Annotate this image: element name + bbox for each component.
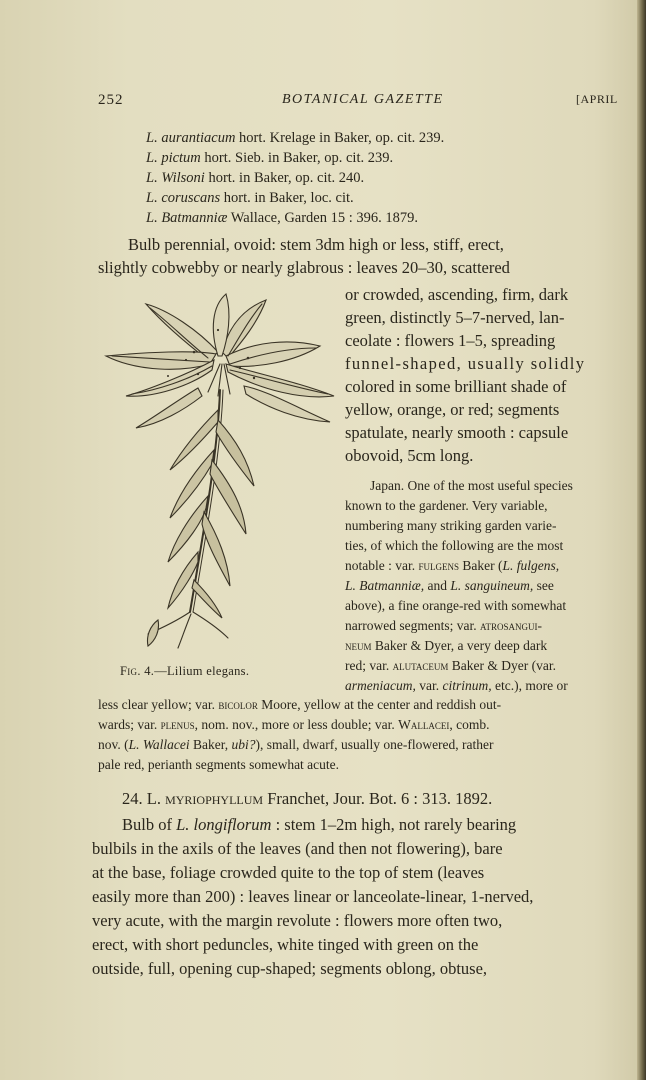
description-line: slightly cobwebby or nearly glabrous : leaves 20–30, scattered — [98, 258, 510, 277]
note-line: wards; var. plenus, nom. nov., more or less double; var. Wallacei, comb. — [98, 717, 490, 732]
note-line: nov. (L. Wallacei Baker, ubi?), small, dwarf, usually one-flowered, rather — [98, 737, 494, 752]
note-line: known to the gardener. Very variable, — [345, 498, 548, 513]
reference-line: L. coruscans hort. in Baker, loc. cit. — [146, 190, 354, 206]
reference-line: L. Batmanniæ Wallace, Garden 15 : 396. 1879. — [146, 210, 419, 226]
note-line: pale red, perianth segments somewhat acute. — [98, 757, 340, 772]
running-title: BOTANICAL GAZETTE — [282, 92, 444, 107]
note-line: armeniacum, var. citrinum, etc.), more or — [345, 678, 568, 693]
note-line: narrowed segments; var. atrosangui- — [345, 618, 542, 633]
note-line: less clear yellow; var. bicolor Moore, yellow at the center and reddish out- — [98, 697, 502, 712]
page-edge-shadow — [637, 0, 646, 1080]
species-name: L. Batmanniæ — [146, 210, 228, 226]
page-number: 252 — [98, 92, 124, 108]
note-line: notable : var. fulgens Baker (L. fulgens, — [345, 558, 560, 573]
description-line: green, distinctly 5–7-nerved, lan- — [345, 308, 565, 327]
running-month: [APRIL — [576, 92, 618, 106]
reference-line: L. pictum hort. Sieb. in Baker, op. cit. 239. — [146, 150, 394, 166]
figure-caption: Fig. 4.—Lilium elegans. — [120, 664, 250, 678]
note-line: ties, of which the following are the most — [345, 538, 564, 553]
description-line: funnel-shaped, usually solidly — [345, 354, 586, 373]
species-name: L. Wilsoni — [146, 170, 205, 186]
note-line: neum Baker & Dyer, a very deep dark — [345, 638, 548, 653]
species-description-line: erect, with short peduncles, white tinged with green on the — [92, 935, 479, 954]
species-name: L. pictum — [146, 150, 201, 166]
note-line: above), a fine orange-red with somewhat — [345, 598, 567, 613]
species-description-line: outside, full, opening cup-shaped; segments oblong, obtuse, — [92, 959, 488, 978]
description-line: colored in some brilliant shade of — [345, 377, 567, 396]
description-line: or crowded, ascending, firm, dark — [345, 285, 569, 304]
description-line: obovoid, 5cm long. — [345, 446, 474, 465]
note-line: L. Batmanniæ, and L. sanguineum, see — [345, 578, 554, 593]
species-description-line: easily more than 200) : leaves linear or lanceolate-linear, 1-nerved, — [92, 887, 534, 906]
species-description-line: at the base, foliage crowded quite to the top of stem (leaves — [92, 863, 485, 882]
reference-line: L. aurantiacum hort. Krelage in Baker, op. cit. 239. — [146, 130, 445, 146]
description-line: Bulb perennial, ovoid: stem 3dm high or less, stiff, erect, — [128, 235, 504, 254]
note-line: red; var. alutaceum Baker & Dyer (var. — [345, 658, 556, 673]
note-line: numbering many striking garden varie- — [345, 518, 557, 533]
species-name: L. coruscans — [146, 190, 221, 206]
species-description-line: bulbils in the axils of the leaves (and then not flowering), bare — [92, 839, 503, 858]
species-heading: 24. L. myriophyllum Franchet, Jour. Bot. 6 : 313. 1892. — [122, 789, 493, 808]
species-name: L. aurantiacum — [146, 130, 236, 146]
description-line: yellow, orange, or red; segments — [345, 400, 560, 419]
note-line: Japan. One of the most useful species — [370, 478, 573, 493]
description-line: spatulate, nearly smooth : capsule — [345, 423, 569, 442]
reference-line: L. Wilsoni hort. in Baker, op. cit. 240. — [146, 170, 365, 186]
species-description-line: very acute, with the margin revolute : flowers more often two, — [92, 911, 503, 930]
lily-illustration — [98, 290, 338, 660]
species-description-line: Bulb of L. longiflorum : stem 1–2m high, not rarely bearing — [122, 815, 517, 834]
description-line: ceolate : flowers 1–5, spreading — [345, 331, 556, 350]
